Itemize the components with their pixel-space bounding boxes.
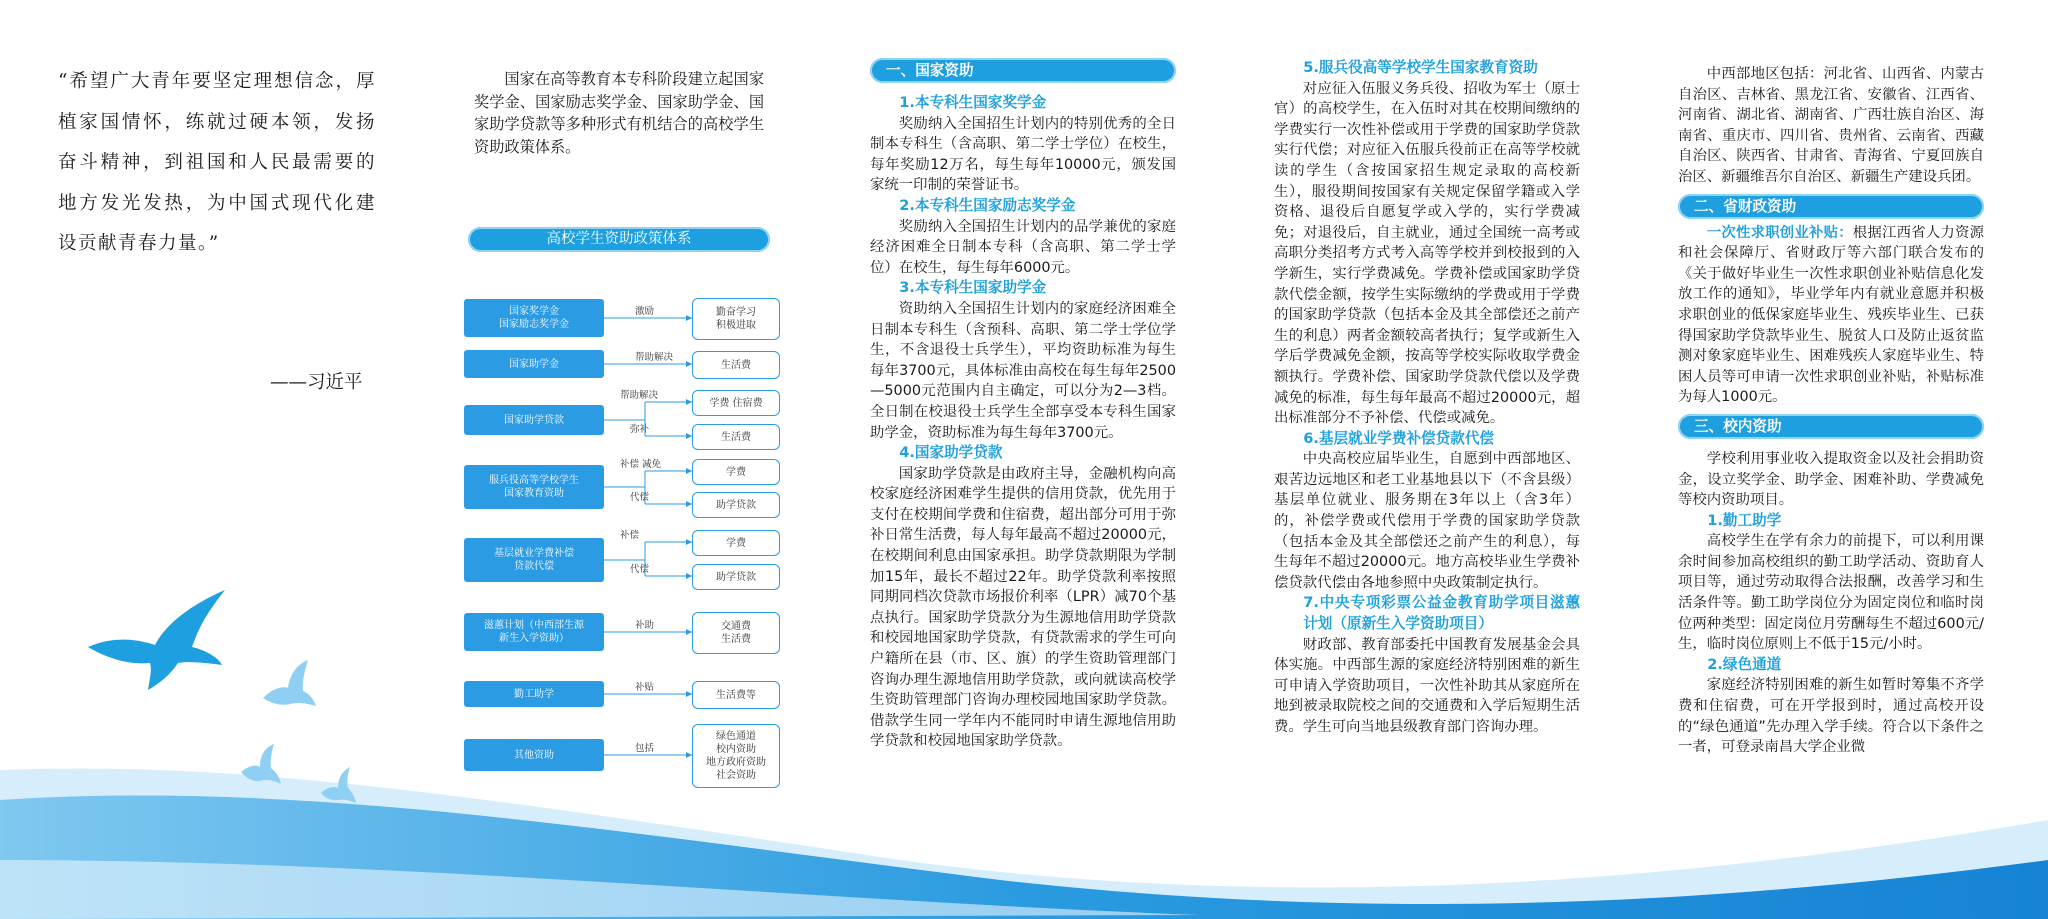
subheading: 4.国家助学贷款: [899, 444, 1003, 462]
quote-text: “希望广大青年要坚定理想信念，厚植家国情怀，练就过硬本领，发扬奋斗精神，到祖国和人民最需要的地方发光发热，为中国式现代化建设贡献青春力量。”: [58, 71, 376, 254]
paragraph: 奖励纳入全国招生计划内的品学兼优的家庭经济困难全日制本专科（含高职、第二学士学位）在校生，每生每年6000元。: [870, 218, 1176, 276]
flowchart-label: 代偿: [630, 492, 650, 503]
flowchart-outcome-box: 学费 住宿费: [692, 390, 780, 416]
flowchart-label: 弥补: [630, 424, 650, 435]
paragraph: 奖励纳入全国招生计划内的特别优秀的全日制本专科生（含高职、第二学士学位）在校生，每年奖励12万名，每生每年10000元，颁发国家统一印制的荣誉证书。: [870, 115, 1176, 194]
quote-author: ——习近平: [270, 372, 363, 393]
flowchart-outcome-box: 生活费: [692, 351, 780, 379]
paragraph: [1678, 223, 1984, 408]
flowchart-outcome-box: 绿色通道 校内资助 地方政府资助 社会资助: [692, 724, 780, 788]
flowchart-policy-box: 服兵役高等学校学生 国家教育资助: [464, 465, 604, 509]
subheading: 1.勤工助学: [1707, 511, 1782, 529]
flowchart-label: 包括: [635, 743, 655, 754]
column-provincial-school-aid: [1678, 64, 1984, 758]
flowchart-label: 补偿 减免: [620, 459, 662, 470]
column-national-aid-cont: [1274, 58, 1580, 738]
dove-small-icon: [238, 742, 283, 792]
regions-paragraph: 中西部地区包括：河北省、山西省、内蒙古自治区、吉林省、黑龙江省、安徽省、江西省、河南省、湖北省、湖南省、广西壮族自治区、海南省、重庆市、四川省、贵州省、云南省、西藏自治区、陕西省、甘肃省、青海省、宁夏回族自治区、新疆维吾尔自治区、新疆生产建设兵团。: [1678, 66, 1984, 185]
subheading: 3.本专科生国家助学金: [899, 279, 1047, 297]
flowchart-label: 补偿: [620, 530, 640, 541]
column-national-aid: [870, 58, 1176, 752]
paragraph: 高校学生在学有余力的前提下，可以利用课余时间参加高校组织的勤工助学活动、资助育人项目等，通过劳动取得合法报酬，改善学习和生活条件等。勤工助学岗位分为固定岗位和临时岗位两种类型：固定岗位月劳酬每生不超过600元/生，临时岗位原则上不低于15元/小时。: [1678, 533, 1984, 653]
flowchart-outcome-box: 勤奋学习 积极进取: [692, 298, 780, 340]
flowchart-label: 帮助解决: [635, 352, 674, 363]
subheading: 6.基层就业学费补偿贷款代偿: [1303, 429, 1495, 447]
paragraph: 中央高校应届毕业生，自愿到中西部地区、艰苦边远地区和老工业基地县以下（不含县级）基层单位就业、服务期在3年以上（含3年）的，补偿学费或代偿用于学费的国家助学贷款（包括本金及其全部偿还之前产生的利息），每生每年不超过20000元。地方高校毕业生学费补偿贷款代偿由各地参照中央政策制定执行。: [1274, 451, 1580, 591]
paragraph: 对应征入伍服义务兵役、招收为军士（原士官）的高校学生，在入伍时对其在校期间缴纳的学费实行一次性补偿或用于学费的国家助学贷款实行代偿；对应征入伍服兵役前正在高等学校就读的学生（含按国家招生规定录取的高校新生），服役期间按国家有关规定保留学籍或入学资格、退役后自愿复学或入学的，实行学费减免；对退役后，自主就业，通过全国统一高考或高职分类招考方式考入高等学校并到校报到的入学新生，实行学费减免。学费补偿或国家助学贷款代偿金额，按学生实际缴纳的学费或用于学费的国家助学贷款（包括本金及其全部偿还之前产生的利息）两者金额较高者执行；复学或新生入学后学费减免金额，按高等学校实际收取学费金额执行。学费补偿、国家助学贷款代偿以及学费减免的标准，每生每年最高不超过20000元，超出标准部分不予补偿、代偿或减免。: [1274, 80, 1580, 427]
flowchart-label: 帮助解决: [620, 390, 659, 401]
dove-small-icon: [258, 658, 318, 713]
flowchart-policy-box: 滋蕙计划（中西部生源 新生入学资助）: [464, 613, 604, 651]
flowchart-label: 补助: [635, 620, 655, 631]
section-heading: 二、省财政资助: [1678, 194, 1984, 219]
flowchart-policy-box: 国家助学贷款: [464, 405, 604, 435]
paragraph: 财政部、教育部委托中国教育发展基金会具体实施。中西部生源的家庭经济特别困难的新生可申请入学资助项目，一次性补助其从家庭所在地到被录取院校之间的交通费和入学后短期生活费。学生可向当地县级教育部门咨询办理。: [1274, 636, 1580, 735]
inline-heading: 一次性求职创业补贴：: [1706, 224, 1853, 241]
subheading: 2.本专科生国家励志奖学金: [899, 196, 1076, 214]
flowchart-outcome-box: 学费: [692, 530, 780, 556]
paragraph: 学校利用事业收入提取资金以及社会捐助资金，设立奖学金、助学金、困难补助、学费减免等校内资助项目。: [1678, 450, 1984, 509]
flowchart-outcome-box: 生活费: [692, 424, 780, 450]
flowchart-policy-box: 其他资助: [464, 739, 604, 771]
flowchart-policy-box: 国家奖学金 国家励志奖学金: [464, 299, 604, 337]
paragraph: 资助纳入全国招生计划内的家庭经济困难全日制本专科生（含预科、高职、第二学士学位学生，不含退役士兵学生），平均资助标准为每生每年3700元，具体标准由高校在每生每年2500—5000元范围内自主确定，可以分为2—3档。全日制在校退役士兵学生全部享受本专科生国家助学金，资助标准为每生每年3700元。: [870, 300, 1176, 441]
flowchart-label: 代偿: [630, 564, 650, 575]
flowchart-outcome-box: 学费: [692, 459, 780, 485]
flowchart-label: 补贴: [635, 682, 655, 693]
section-heading: 三、校内资助: [1678, 414, 1984, 439]
flowchart-policy-box: 勤工助学: [464, 681, 604, 707]
policy-flowchart: [460, 286, 780, 802]
dove-small-icon: [318, 765, 358, 810]
paragraph: 国家助学贷款是由政府主导，金融机构向高校家庭经济困难学生提供的信用贷款，优先用于支付在校期间学费和住宿费，超出部分可用于弥补日常生活费，每人每年最高不超过20000元，在校期间利息由国家承担。助学贷款期限为学制加15年，最长不超过22年。助学贷款利率按照同期同档次贷款市场报价利率（LPR）减70个基点执行。国家助学贷款分为生源地信用助学贷款和校园地国家助学贷款，有贷款需求的学生可向户籍所在县（市、区、旗）的学生资助管理部门咨询办理生源地信用助学贷款，或向就读高校学生资助管理部门咨询办理校园地国家助学贷款。借款学生同一学年内不能同时申请生源地信用助学贷款和校园地国家助学贷款。: [870, 465, 1176, 750]
flowchart-title: 高校学生资助政策体系: [468, 227, 770, 252]
flowchart-policy-box: 基层就业学费补偿 贷款代偿: [464, 538, 604, 582]
flowchart-outcome-box: 助学贷款: [692, 492, 780, 518]
subheading: 7.中央专项彩票公益金教育助学项目滋蕙计划（原新生入学资助项目）: [1303, 594, 1580, 633]
dove-large-icon: [80, 585, 230, 695]
flowchart-outcome-box: 助学贷款: [692, 564, 780, 590]
flowchart-outcome-box: 生活费等: [692, 681, 780, 709]
flowchart-policy-box: 国家助学金: [464, 350, 604, 378]
paragraph-text: 根据江西省人力资源和社会保障厅、省财政厅等六部门联合发布的《关于做好毕业生一次性求职创业补贴信息化发放工作的通知》，毕业学年内有就业意愿并积极求职创业的低保家庭毕业生、残疾毕业生、已获得国家助学贷款毕业生、脱贫人口及防止返贫监测对象家庭毕业生、困难残疾人家庭毕业生、特困人员等可申请一次性求职创业补贴，补贴标准为每人1000元。: [1678, 224, 1984, 406]
subheading: 5.服兵役高等学校学生国家教育资助: [1303, 59, 1538, 76]
subheading: 1.本专科生国家奖学金: [899, 94, 1047, 111]
section-heading: 一、国家资助: [870, 58, 1176, 83]
flowchart-label: 激励: [635, 306, 655, 317]
flowchart-outcome-box: 交通费 生活费: [692, 612, 780, 654]
subheading: 2.绿色通道: [1707, 655, 1782, 673]
intro-text: 国家在高等教育本专科阶段建立起国家奖学金、国家励志奖学金、国家助学金、国家助学贷款等多种形式有机结合的高校学生资助政策体系。: [474, 70, 764, 156]
paragraph: 家庭经济特别困难的新生如暂时筹集不齐学费和住宿费，可在开学报到时，通过高校开设的“绿色通道”先办理入学手续。符合以下条件之一者，可登录南昌大学企业微: [1678, 677, 1984, 756]
intro-paragraph: [474, 68, 764, 158]
